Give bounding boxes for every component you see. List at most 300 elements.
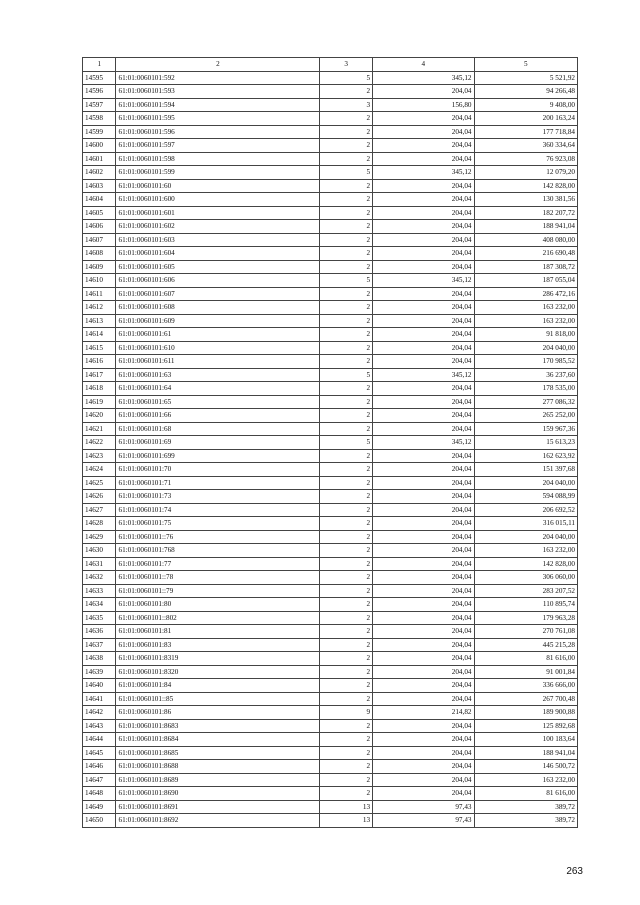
cadastral-number-cell: 61:01:0060101:74	[116, 503, 320, 517]
table-row	[83, 787, 578, 801]
table-row	[83, 503, 578, 517]
row-number-cell: 14628	[83, 517, 116, 531]
quantity-cell: 2	[320, 85, 373, 99]
table-row	[83, 166, 578, 180]
quantity-cell: 2	[320, 503, 373, 517]
table-row	[83, 233, 578, 247]
row-number-cell: 14637	[83, 638, 116, 652]
cadastral-number-cell: 61:01:0060101:608	[116, 301, 320, 315]
area-cell: 204,04	[373, 206, 474, 220]
quantity-cell: 2	[320, 476, 373, 490]
table-row	[83, 773, 578, 787]
row-number-cell: 14638	[83, 652, 116, 666]
table-row	[83, 544, 578, 558]
cadastral-number-cell: 61:01:0060101:8692	[116, 814, 320, 828]
quantity-cell: 2	[320, 665, 373, 679]
cadastral-number-cell: 61:01:0060101:605	[116, 260, 320, 274]
quantity-cell: 2	[320, 719, 373, 733]
quantity-cell: 2	[320, 328, 373, 342]
cadastral-number-cell: 61:01:0060101:70	[116, 463, 320, 477]
row-number-cell: 14619	[83, 395, 116, 409]
row-number-cell: 14627	[83, 503, 116, 517]
value-cell: 163 232,00	[474, 314, 578, 328]
area-cell: 204,04	[373, 557, 474, 571]
row-number-cell: 14603	[83, 179, 116, 193]
value-cell: 91 001,84	[474, 665, 578, 679]
table-row	[83, 328, 578, 342]
value-cell: 189 900,88	[474, 706, 578, 720]
cadastral-number-cell: 61:01:0060101::76	[116, 530, 320, 544]
cadastral-number-cell: 61:01:0060101:604	[116, 247, 320, 261]
value-cell: 163 232,00	[474, 544, 578, 558]
quantity-cell: 2	[320, 760, 373, 774]
row-number-cell: 14609	[83, 260, 116, 274]
quantity-cell: 2	[320, 625, 373, 639]
area-cell: 204,04	[373, 193, 474, 207]
table-row	[83, 247, 578, 261]
row-number-cell: 14640	[83, 679, 116, 693]
row-number-cell: 14639	[83, 665, 116, 679]
quantity-cell: 9	[320, 706, 373, 720]
value-cell: 142 828,00	[474, 557, 578, 571]
area-cell: 204,04	[373, 85, 474, 99]
value-cell: 76 923,08	[474, 152, 578, 166]
page-number: 263	[566, 866, 583, 877]
cadastral-number-cell: 61:01:0060101:83	[116, 638, 320, 652]
table-row	[83, 652, 578, 666]
column-header-1: 1	[83, 58, 116, 72]
cadastral-number-cell: 61:01:0060101:595	[116, 112, 320, 126]
area-cell: 204,04	[373, 382, 474, 396]
cadastral-number-cell: 61:01:0060101:593	[116, 85, 320, 99]
area-cell: 204,04	[373, 152, 474, 166]
area-cell: 204,04	[373, 220, 474, 234]
quantity-cell: 2	[320, 301, 373, 315]
value-cell: 204 040,00	[474, 341, 578, 355]
quantity-cell: 2	[320, 733, 373, 747]
area-cell: 204,04	[373, 733, 474, 747]
cadastral-number-cell: 61:01:0060101:601	[116, 206, 320, 220]
table-row	[83, 449, 578, 463]
value-cell: 283 207,52	[474, 584, 578, 598]
quantity-cell: 2	[320, 598, 373, 612]
value-cell: 36 237,60	[474, 368, 578, 382]
cadastral-number-cell: 61:01:0060101:73	[116, 490, 320, 504]
row-number-cell: 14632	[83, 571, 116, 585]
row-number-cell: 14596	[83, 85, 116, 99]
row-number-cell: 14611	[83, 287, 116, 301]
cadastral-number-cell: 61:01:0060101::85	[116, 692, 320, 706]
cadastral-number-cell: 61:01:0060101:597	[116, 139, 320, 153]
row-number-cell: 14630	[83, 544, 116, 558]
area-cell: 204,04	[373, 719, 474, 733]
quantity-cell: 2	[320, 557, 373, 571]
table-row	[83, 220, 578, 234]
table-row	[83, 125, 578, 139]
value-cell: 594 088,99	[474, 490, 578, 504]
cadastral-number-cell: 61:01:0060101:66	[116, 409, 320, 423]
row-number-cell: 14644	[83, 733, 116, 747]
quantity-cell: 2	[320, 179, 373, 193]
value-cell: 408 080,00	[474, 233, 578, 247]
quantity-cell: 2	[320, 571, 373, 585]
value-cell: 177 718,84	[474, 125, 578, 139]
table-row	[83, 409, 578, 423]
area-cell: 204,04	[373, 773, 474, 787]
row-number-cell: 14615	[83, 341, 116, 355]
quantity-cell: 2	[320, 611, 373, 625]
data-table	[82, 57, 578, 828]
area-cell: 204,04	[373, 746, 474, 760]
row-number-cell: 14643	[83, 719, 116, 733]
row-number-cell: 14623	[83, 449, 116, 463]
table-row	[83, 476, 578, 490]
cadastral-number-cell: 61:01:0060101:8685	[116, 746, 320, 760]
cadastral-number-cell: 61:01:0060101::78	[116, 571, 320, 585]
row-number-cell: 14608	[83, 247, 116, 261]
value-cell: 146 500,72	[474, 760, 578, 774]
value-cell: 163 232,00	[474, 301, 578, 315]
area-cell: 204,04	[373, 517, 474, 531]
table-row	[83, 557, 578, 571]
table-row	[83, 625, 578, 639]
area-cell: 204,04	[373, 125, 474, 139]
table-row	[83, 368, 578, 382]
quantity-cell: 2	[320, 341, 373, 355]
value-cell: 389,72	[474, 814, 578, 828]
table-row	[83, 571, 578, 585]
row-number-cell: 14605	[83, 206, 116, 220]
table-row	[83, 314, 578, 328]
area-cell: 204,04	[373, 112, 474, 126]
cadastral-number-cell: 61:01:0060101:77	[116, 557, 320, 571]
row-number-cell: 14646	[83, 760, 116, 774]
table-row	[83, 71, 578, 85]
table-row	[83, 584, 578, 598]
quantity-cell: 2	[320, 125, 373, 139]
area-cell: 204,04	[373, 422, 474, 436]
area-cell: 204,04	[373, 409, 474, 423]
cadastral-number-cell: 61:01:0060101::802	[116, 611, 320, 625]
row-number-cell: 14599	[83, 125, 116, 139]
quantity-cell: 2	[320, 584, 373, 598]
quantity-cell: 2	[320, 692, 373, 706]
cadastral-number-cell: 61:01:0060101:606	[116, 274, 320, 288]
quantity-cell: 5	[320, 71, 373, 85]
value-cell: 216 690,48	[474, 247, 578, 261]
cadastral-number-cell: 61:01:0060101:71	[116, 476, 320, 490]
quantity-cell: 2	[320, 463, 373, 477]
value-cell: 187 055,04	[474, 274, 578, 288]
area-cell: 204,04	[373, 314, 474, 328]
table-row	[83, 517, 578, 531]
row-number-cell: 14648	[83, 787, 116, 801]
value-cell: 163 232,00	[474, 773, 578, 787]
value-cell: 91 818,00	[474, 328, 578, 342]
value-cell: 336 666,00	[474, 679, 578, 693]
row-number-cell: 14625	[83, 476, 116, 490]
cadastral-number-cell: 61:01:0060101::79	[116, 584, 320, 598]
table-row	[83, 611, 578, 625]
quantity-cell: 2	[320, 490, 373, 504]
area-cell: 204,04	[373, 598, 474, 612]
cadastral-number-cell: 61:01:0060101:611	[116, 355, 320, 369]
table-row	[83, 733, 578, 747]
table-row	[83, 463, 578, 477]
cadastral-number-cell: 61:01:0060101:63	[116, 368, 320, 382]
table-row	[83, 719, 578, 733]
quantity-cell: 5	[320, 436, 373, 450]
row-number-cell: 14614	[83, 328, 116, 342]
table-row	[83, 665, 578, 679]
value-cell: 81 616,00	[474, 652, 578, 666]
table-row	[83, 301, 578, 315]
quantity-cell: 2	[320, 787, 373, 801]
table-row	[83, 530, 578, 544]
cadastral-number-cell: 61:01:0060101:602	[116, 220, 320, 234]
area-cell: 204,04	[373, 679, 474, 693]
quantity-cell: 5	[320, 274, 373, 288]
cadastral-number-cell: 61:01:0060101:69	[116, 436, 320, 450]
value-cell: 162 623,92	[474, 449, 578, 463]
area-cell: 204,04	[373, 760, 474, 774]
value-cell: 151 397,68	[474, 463, 578, 477]
quantity-cell: 13	[320, 800, 373, 814]
quantity-cell: 2	[320, 152, 373, 166]
quantity-cell: 2	[320, 247, 373, 261]
area-cell: 204,04	[373, 584, 474, 598]
area-cell: 204,04	[373, 247, 474, 261]
value-cell: 159 967,36	[474, 422, 578, 436]
table-body	[83, 71, 578, 827]
value-cell: 265 252,00	[474, 409, 578, 423]
table-row	[83, 98, 578, 112]
area-cell: 345,12	[373, 368, 474, 382]
quantity-cell: 2	[320, 449, 373, 463]
area-cell: 204,04	[373, 476, 474, 490]
row-number-cell: 14647	[83, 773, 116, 787]
quantity-cell: 5	[320, 166, 373, 180]
quantity-cell: 2	[320, 773, 373, 787]
table-row	[83, 112, 578, 126]
value-cell: 306 060,00	[474, 571, 578, 585]
row-number-cell: 14649	[83, 800, 116, 814]
value-cell: 178 535,00	[474, 382, 578, 396]
area-cell: 204,04	[373, 503, 474, 517]
value-cell: 200 163,24	[474, 112, 578, 126]
quantity-cell: 2	[320, 193, 373, 207]
quantity-cell: 2	[320, 112, 373, 126]
area-cell: 204,04	[373, 179, 474, 193]
value-cell: 204 040,00	[474, 530, 578, 544]
table-row	[83, 152, 578, 166]
value-cell: 182 207,72	[474, 206, 578, 220]
value-cell: 179 963,28	[474, 611, 578, 625]
cadastral-number-cell: 61:01:0060101:75	[116, 517, 320, 531]
value-cell: 125 892,68	[474, 719, 578, 733]
area-cell: 204,04	[373, 328, 474, 342]
column-header-4: 4	[373, 58, 474, 72]
table-row	[83, 287, 578, 301]
value-cell: 267 700,48	[474, 692, 578, 706]
column-header-5: 5	[474, 58, 578, 72]
table-row	[83, 706, 578, 720]
row-number-cell: 14641	[83, 692, 116, 706]
quantity-cell: 2	[320, 355, 373, 369]
row-number-cell: 14621	[83, 422, 116, 436]
cadastral-number-cell: 61:01:0060101:64	[116, 382, 320, 396]
quantity-cell: 2	[320, 544, 373, 558]
row-number-cell: 14636	[83, 625, 116, 639]
table-row	[83, 422, 578, 436]
cadastral-number-cell: 61:01:0060101:600	[116, 193, 320, 207]
cadastral-number-cell: 61:01:0060101:8684	[116, 733, 320, 747]
row-number-cell: 14642	[83, 706, 116, 720]
quantity-cell: 13	[320, 814, 373, 828]
value-cell: 130 381,56	[474, 193, 578, 207]
quantity-cell: 2	[320, 517, 373, 531]
table-row	[83, 382, 578, 396]
area-cell: 204,04	[373, 395, 474, 409]
value-cell: 81 616,00	[474, 787, 578, 801]
area-cell: 204,04	[373, 638, 474, 652]
column-header-2: 2	[116, 58, 320, 72]
quantity-cell: 2	[320, 139, 373, 153]
cadastral-number-cell: 61:01:0060101:8690	[116, 787, 320, 801]
value-cell: 94 266,48	[474, 85, 578, 99]
table-row	[83, 179, 578, 193]
row-number-cell: 14622	[83, 436, 116, 450]
area-cell: 97,43	[373, 814, 474, 828]
value-cell: 286 472,16	[474, 287, 578, 301]
value-cell: 270 761,08	[474, 625, 578, 639]
table-row	[83, 395, 578, 409]
area-cell: 204,04	[373, 611, 474, 625]
cadastral-number-cell: 61:01:0060101:699	[116, 449, 320, 463]
quantity-cell: 2	[320, 409, 373, 423]
row-number-cell: 14600	[83, 139, 116, 153]
row-number-cell: 14607	[83, 233, 116, 247]
area-cell: 204,04	[373, 341, 474, 355]
row-number-cell: 14598	[83, 112, 116, 126]
area-cell: 345,12	[373, 71, 474, 85]
row-number-cell: 14613	[83, 314, 116, 328]
value-cell: 5 521,92	[474, 71, 578, 85]
cadastral-number-cell: 61:01:0060101:81	[116, 625, 320, 639]
row-number-cell: 14629	[83, 530, 116, 544]
row-number-cell: 14610	[83, 274, 116, 288]
row-number-cell: 14634	[83, 598, 116, 612]
cadastral-number-cell: 61:01:0060101:8319	[116, 652, 320, 666]
table-row	[83, 760, 578, 774]
area-cell: 204,04	[373, 463, 474, 477]
table-row	[83, 85, 578, 99]
row-number-cell: 14620	[83, 409, 116, 423]
cadastral-number-cell: 61:01:0060101:61	[116, 328, 320, 342]
area-cell: 204,04	[373, 449, 474, 463]
value-cell: 100 183,64	[474, 733, 578, 747]
cadastral-number-cell: 61:01:0060101:609	[116, 314, 320, 328]
table-row	[83, 206, 578, 220]
quantity-cell: 2	[320, 746, 373, 760]
quantity-cell: 2	[320, 220, 373, 234]
value-cell: 445 215,28	[474, 638, 578, 652]
table-row	[83, 341, 578, 355]
quantity-cell: 2	[320, 422, 373, 436]
area-cell: 345,12	[373, 274, 474, 288]
cadastral-number-cell: 61:01:0060101:8320	[116, 665, 320, 679]
header-row	[83, 58, 578, 72]
area-cell: 204,04	[373, 530, 474, 544]
area-cell: 204,04	[373, 233, 474, 247]
quantity-cell: 2	[320, 260, 373, 274]
cadastral-number-cell: 61:01:0060101:8691	[116, 800, 320, 814]
value-cell: 9 408,00	[474, 98, 578, 112]
value-cell: 12 079,20	[474, 166, 578, 180]
area-cell: 345,12	[373, 166, 474, 180]
quantity-cell: 2	[320, 652, 373, 666]
area-cell: 204,04	[373, 571, 474, 585]
area-cell: 214,82	[373, 706, 474, 720]
table-row	[83, 598, 578, 612]
row-number-cell: 14604	[83, 193, 116, 207]
area-cell: 204,04	[373, 692, 474, 706]
area-cell: 204,04	[373, 665, 474, 679]
table-row	[83, 746, 578, 760]
row-number-cell: 14597	[83, 98, 116, 112]
row-number-cell: 14606	[83, 220, 116, 234]
value-cell: 15 613,23	[474, 436, 578, 450]
value-cell: 110 895,74	[474, 598, 578, 612]
row-number-cell: 14624	[83, 463, 116, 477]
area-cell: 204,04	[373, 139, 474, 153]
row-number-cell: 14616	[83, 355, 116, 369]
area-cell: 204,04	[373, 787, 474, 801]
area-cell: 204,04	[373, 260, 474, 274]
value-cell: 277 086,32	[474, 395, 578, 409]
row-number-cell: 14612	[83, 301, 116, 315]
area-cell: 204,04	[373, 301, 474, 315]
quantity-cell: 2	[320, 206, 373, 220]
value-cell: 360 334,64	[474, 139, 578, 153]
cadastral-number-cell: 61:01:0060101:610	[116, 341, 320, 355]
cadastral-number-cell: 61:01:0060101:594	[116, 98, 320, 112]
value-cell: 142 828,00	[474, 179, 578, 193]
area-cell: 97,43	[373, 800, 474, 814]
row-number-cell: 14595	[83, 71, 116, 85]
table-row	[83, 814, 578, 828]
table-row	[83, 355, 578, 369]
quantity-cell: 2	[320, 530, 373, 544]
column-header-3: 3	[320, 58, 373, 72]
value-cell: 389,72	[474, 800, 578, 814]
cadastral-number-cell: 61:01:0060101:599	[116, 166, 320, 180]
row-number-cell: 14650	[83, 814, 116, 828]
table-row	[83, 692, 578, 706]
quantity-cell: 2	[320, 679, 373, 693]
cadastral-number-cell: 61:01:0060101:596	[116, 125, 320, 139]
value-cell: 316 015,11	[474, 517, 578, 531]
cadastral-number-cell: 61:01:0060101:80	[116, 598, 320, 612]
quantity-cell: 5	[320, 368, 373, 382]
row-number-cell: 14645	[83, 746, 116, 760]
cadastral-number-cell: 61:01:0060101:8688	[116, 760, 320, 774]
quantity-cell: 2	[320, 638, 373, 652]
table-row	[83, 436, 578, 450]
row-number-cell: 14618	[83, 382, 116, 396]
area-cell: 204,04	[373, 355, 474, 369]
quantity-cell: 2	[320, 382, 373, 396]
